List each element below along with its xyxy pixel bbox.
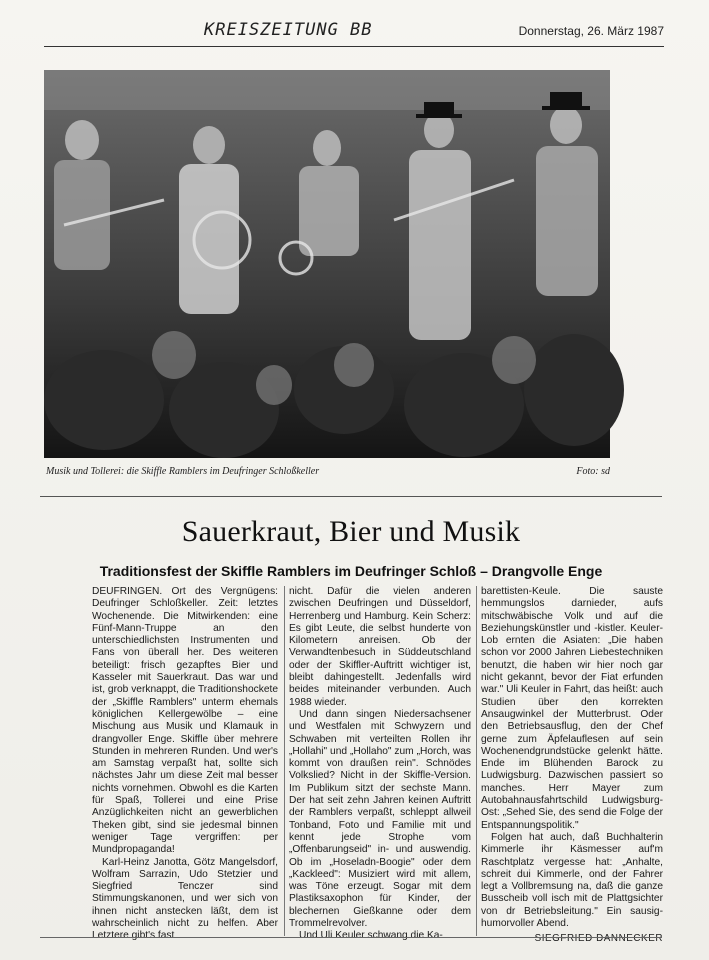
article-author: SIEGFRIED DANNECKER (534, 933, 663, 945)
paragraph: Folgen hat auch, daß Buchhalterin Kimmerle ihr Käsmesser auf'm Raschtplatz vergesse hat: „Anhalte, schreit dui Kimmerle, ond der Fahrer legt a Vollbremsung na, daß die ganze Busscheib voll isch mit de Plattgsichter von dr Betriebsleitung." Ein sausig-humorvoller Abend. (481, 831, 663, 930)
photo-credit: Foto: sd (576, 466, 610, 477)
divider-top (40, 496, 662, 497)
paragraph: nicht. Dafür die vielen anderen zwischen Deufringen und Düsseldorf, Herrenberg und Hamburg. Kein Scherz: Es gibt Leute, die selbst hunderte von Kilometern anreisen. Ob der Verwandtenbesuch in Süddeutschland oder der Skiffler-Auftritt wichtiger ist, bleibt dahingestellt. Jedenfalls wird beides miteinander verbunden. Auch 1988 wieder. (289, 586, 471, 708)
paragraph: Und Uli Keuler schwang die Ka- (299, 930, 443, 942)
band-photo (44, 70, 610, 458)
paragraph: Karl-Heinz Janotta, Götz Mangelsdorf, Wolfram Sarrazin, Udo Stetzier und Siegfried Tenczer sind Stimmungskanonen, und wer sich von ihnen nicht anstecken läßt, dem ist wahrscheinlich nicht zu helfen. Aber Letztere gibt's fast (92, 856, 278, 942)
article-body (92, 586, 663, 945)
paragraph: DEUFRINGEN. Ort des Vergnügens: Deufringer Schloßkeller. Zeit: letztes Wochenende. Die Mitwirkenden: eine Fünf-Mann-Truppe an den unterschiedlichsten Instrumenten und Fans von überall her. Des weiteren beteiligt: frisch gezapftes Bier und Kasseler mit Sauerkraut. Das war und ist, grob verknappt, die Traditionshockete der „Skiffle Ramblers" unterm ehemals königlichen Kellergewölbe – eine Mischung aus Musik und Klamauk in drangvoller Enge. Skiffle über mehrere Stunden in mehreren Runden. Und wer's am Samstag verpaßt hat, sollte sich nächstes Jahr um diese Zeit mal besser nichts vornehmen. Obwohl es die Karten für Spaß, Tollerei und eine Prise Anzüglichkeiten nicht an gewerblichen Theken gibt, sind sie jedesmal binnen weniger Tage vergriffen: per Mundpropaganda! (92, 586, 278, 856)
divider-bottom (40, 937, 662, 938)
article-column-2 (284, 586, 471, 942)
photo-caption (46, 466, 610, 482)
article-column-1 (92, 586, 278, 942)
paragraph: Und dann singen Niedersachsener und Westfalen mit Schwyzern und Schwaben mit verteilten Rollen ihr „Hollahi" und „Hollaho" zum „Horch, was kommt von draußen rein". Schnödes Volkslied? Nicht in der Skiffle-Version. Im Publikum sitzt der sechste Mann. Der hat seit zehn Jahren keinen Auftritt der Ramblers verpaßt, schleppt allweil Tonband, Foto und Familie mit und kennt jede Strophe vom „Offenbarungseid" in- und auswendig. Ob im „Hoseladn-Boogie" oder dem „Kackleed": Musiziert wird mit allem, was Töne erzeugt. Sogar mit dem Plastiksaxophon für Kinder, der blechernen Gießkanne oder dem Trommelrevolver. (289, 708, 471, 930)
caption-text: Musik und Tollerei: die Skiffle Ramblers im Deufringer Schloßkeller (46, 466, 320, 477)
paragraph: barettisten-Keule. Die sauste hemmungslos darnieder, aufs mitschwäbische Volk und auf die Beziehungskünstler und -kistler. Keuler-Lob ernten die Asiaten: „Die haben schon vor 2000 Jahren Liebestechniken benutzt, die haben wir hier noch gar nicht gekannt, bevor der Fiat erfunden war." Uli Keuler in Fahrt, das heißt: auch Studien über den korrekten Ansaugwinkel der Mutterbrust. Oder den Betriebsausflug, den der Chef gerne zum Äpfelauflesen auf sein Wochenendgrundstücke gelenkt hätte. Ende im Blühenden Barock zu Ludwigsburg. Dazwischen passiert so manches. Herr Mayer zum Autobahnausfahrtschild Ludwigsburg-Ost: „Sehed Sie, des send die Folge der Entspannungspolitik." (481, 586, 663, 831)
clipping-header (44, 18, 664, 47)
issue-date: Donnerstag, 26. März 1987 (518, 24, 664, 38)
article-subheadline: Traditionsfest der Skiffle Ramblers im Deufringer Schloß – Drangvolle Enge (99, 563, 603, 579)
article-column-3 (476, 586, 663, 945)
newspaper-name: KREISZEITUNG BB (204, 20, 373, 40)
band-photo-illustration (44, 70, 610, 458)
article-headline: Sauerkraut, Bier und Musik (181, 515, 521, 548)
